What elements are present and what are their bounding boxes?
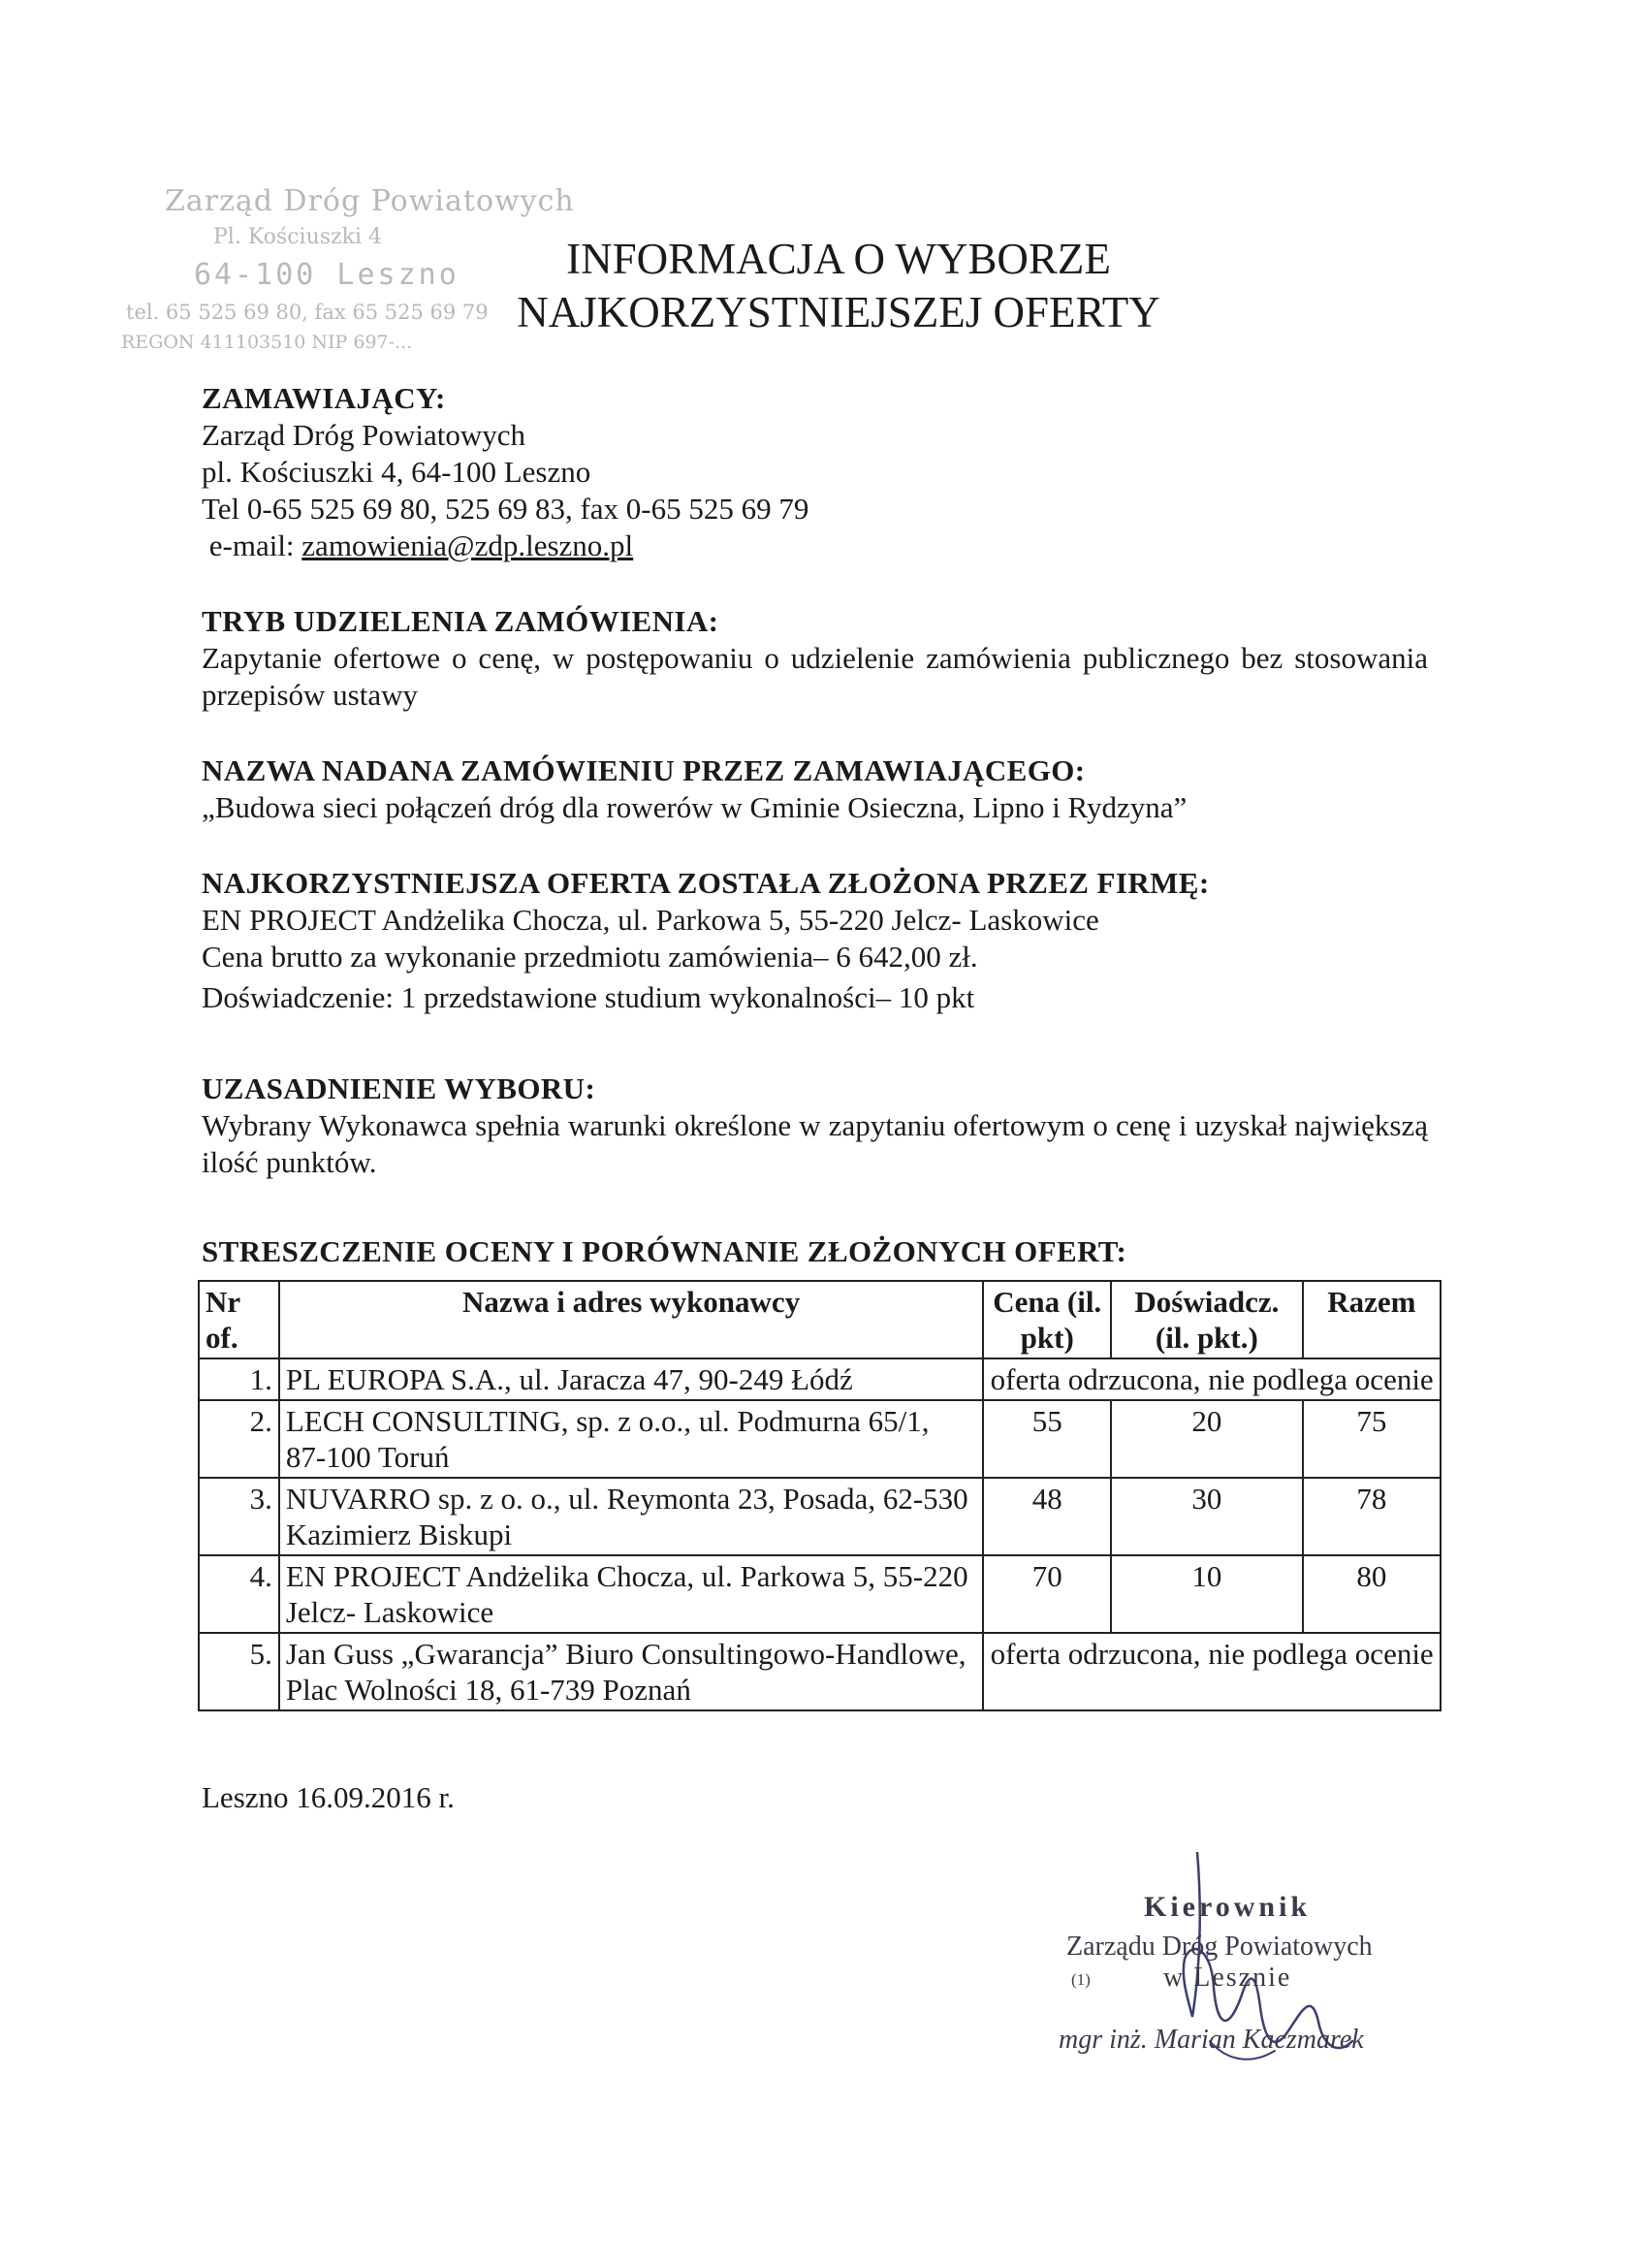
row-cena: 70 <box>983 1555 1111 1633</box>
oferta-line-3: Doświadczenie: 1 przedstawione studium wykonalności– 10 pkt <box>202 980 975 1014</box>
stamp-line: REGON 411103510 NIP 697-... <box>121 332 413 353</box>
row-rejected-note: oferta odrzucona, nie podlega ocenie <box>983 1358 1441 1400</box>
signature-title: Kierownik <box>1144 1891 1312 1923</box>
row-nr: 4. <box>199 1555 279 1633</box>
row-nr: 1. <box>199 1358 279 1400</box>
zamawiajacy-heading: ZAMAWIAJĄCY: <box>202 381 446 415</box>
row-rejected-note: oferta odrzucona, nie podlega ocenie <box>983 1633 1441 1710</box>
row-razem: 78 <box>1303 1478 1441 1555</box>
signature-city: w Lesznie <box>1163 1963 1292 1993</box>
title-line-2: NAJKORZYSTNIEJSZEJ OFERTY <box>517 288 1160 336</box>
uzasadnienie-section <box>202 1070 1428 1181</box>
document-title <box>490 233 1188 339</box>
row-razem: 75 <box>1303 1400 1441 1478</box>
stamp-line: 64-100 Leszno <box>194 258 460 292</box>
row-cena: 48 <box>983 1478 1111 1555</box>
row-nr: 2. <box>199 1400 279 1478</box>
table-row <box>199 1400 1441 1478</box>
zamawiajacy-name: Zarząd Dróg Powiatowych <box>202 418 526 452</box>
email-link[interactable]: zamowienia@zdp.leszno.pl <box>301 528 634 562</box>
nazwa-section <box>202 752 1428 826</box>
oferta-heading: NAJKORZYSTNIEJSZA OFERTA ZOSTAŁA ZŁOŻONA PRZEZ FIRMĘ: <box>202 866 1210 900</box>
signature-person: mgr inż. Marian Kaczmarek <box>1059 2025 1364 2055</box>
uzasadnienie-heading: UZASADNIENIE WYBORU: <box>202 1071 596 1105</box>
col-name-header: Nazwa i adres wykonawcy <box>279 1281 984 1358</box>
offers-table <box>198 1280 1442 1711</box>
nazwa-heading: NAZWA NADANA ZAMÓWIENIU PRZEZ ZAMAWIAJĄCEGO: <box>202 753 1086 787</box>
col-nr-header: Nr of. <box>199 1281 279 1358</box>
tryb-heading: TRYB UDZIELENIA ZAMÓWIENIA: <box>202 604 719 638</box>
row-name: Jan Guss „Gwarancja” Biuro Consultingowo-Handlowe, Plac Wolności 18, 61-739 Poznań <box>279 1633 984 1710</box>
signature-mark: (1) <box>1071 1970 1091 1989</box>
uzasadnienie-text: Wybrany Wykonawca spełnia warunki określone w zapytaniu ofertowym o cenę i uzyskał największą ilość punktów. <box>202 1108 1428 1179</box>
row-dosw: 10 <box>1111 1555 1303 1633</box>
stamp-line: Pl. Kościuszki 4 <box>213 225 382 249</box>
table-row <box>199 1633 1441 1710</box>
zamawiajacy-tel: Tel 0-65 525 69 80, 525 69 83, fax 0-65 525 69 79 <box>202 492 809 526</box>
oferta-section <box>202 865 1428 1016</box>
row-name: PL EUROPA S.A., ul. Jaracza 47, 90-249 Łódź <box>279 1358 984 1400</box>
zamawiajacy-section <box>202 380 1428 564</box>
signature-stamp <box>1057 1891 1464 2143</box>
oferta-line-1: EN PROJECT Andżelika Chocza, ul. Parkowa 5, 55-220 Jelcz- Laskowice <box>202 903 1099 937</box>
table-row <box>199 1555 1441 1633</box>
row-name: LECH CONSULTING, sp. z o.o., ul. Podmurna 65/1, 87-100 Toruń <box>279 1400 984 1478</box>
tryb-section <box>202 603 1428 714</box>
col-dosw-header: Doświadcz. (il. pkt.) <box>1111 1281 1303 1358</box>
oferta-line-2: Cena brutto za wykonanie przedmiotu zamówienia– 6 642,00 zł. <box>202 940 978 974</box>
col-razem-header: Razem <box>1303 1281 1441 1358</box>
zamawiajacy-email-line <box>202 527 1428 564</box>
table-row <box>199 1478 1441 1555</box>
row-nr: 3. <box>199 1478 279 1555</box>
streszczenie-section <box>202 1233 1428 1270</box>
row-dosw: 20 <box>1111 1400 1303 1478</box>
row-dosw: 30 <box>1111 1478 1303 1555</box>
row-razem: 80 <box>1303 1555 1441 1633</box>
tryb-text: Zapytanie ofertowe o cenę, w postępowaniu o udzielenie zamówienia publicznego bez stosowania przepisów ustawy <box>202 641 1428 712</box>
nazwa-text: „Budowa sieci połączeń dróg dla rowerów w Gminie Osieczna, Lipno i Rydzyna” <box>202 790 1188 824</box>
stamp-line: tel. 65 525 69 80, fax 65 525 69 79 <box>126 301 489 324</box>
table-header-row <box>199 1281 1441 1358</box>
zamawiajacy-address: pl. Kościuszki 4, 64-100 Leszno <box>202 455 591 489</box>
streszczenie-heading: STRESZCZENIE OCENY I PORÓWNANIE ZŁOŻONYCH OFERT: <box>202 1234 1127 1268</box>
col-cena-header: Cena (il. pkt) <box>983 1281 1111 1358</box>
stamp-line: Zarząd Dróg Powiatowych <box>165 184 575 218</box>
row-name: EN PROJECT Andżelika Chocza, ul. Parkowa 5, 55-220 Jelcz- Laskowice <box>279 1555 984 1633</box>
email-label: e-mail: <box>202 528 302 562</box>
row-cena: 55 <box>983 1400 1111 1478</box>
table-row <box>199 1358 1441 1400</box>
signature-office: Zarządu Dróg Powiatowych <box>1066 1932 1373 1962</box>
row-nr: 5. <box>199 1633 279 1710</box>
title-line-1: INFORMACJA O WYBORZE <box>566 235 1111 283</box>
row-name: NUVARRO sp. z o. o., ul. Reymonta 23, Posada, 62-530 Kazimierz Biskupi <box>279 1478 984 1555</box>
document-date: Leszno 16.09.2016 r. <box>202 1780 455 1814</box>
